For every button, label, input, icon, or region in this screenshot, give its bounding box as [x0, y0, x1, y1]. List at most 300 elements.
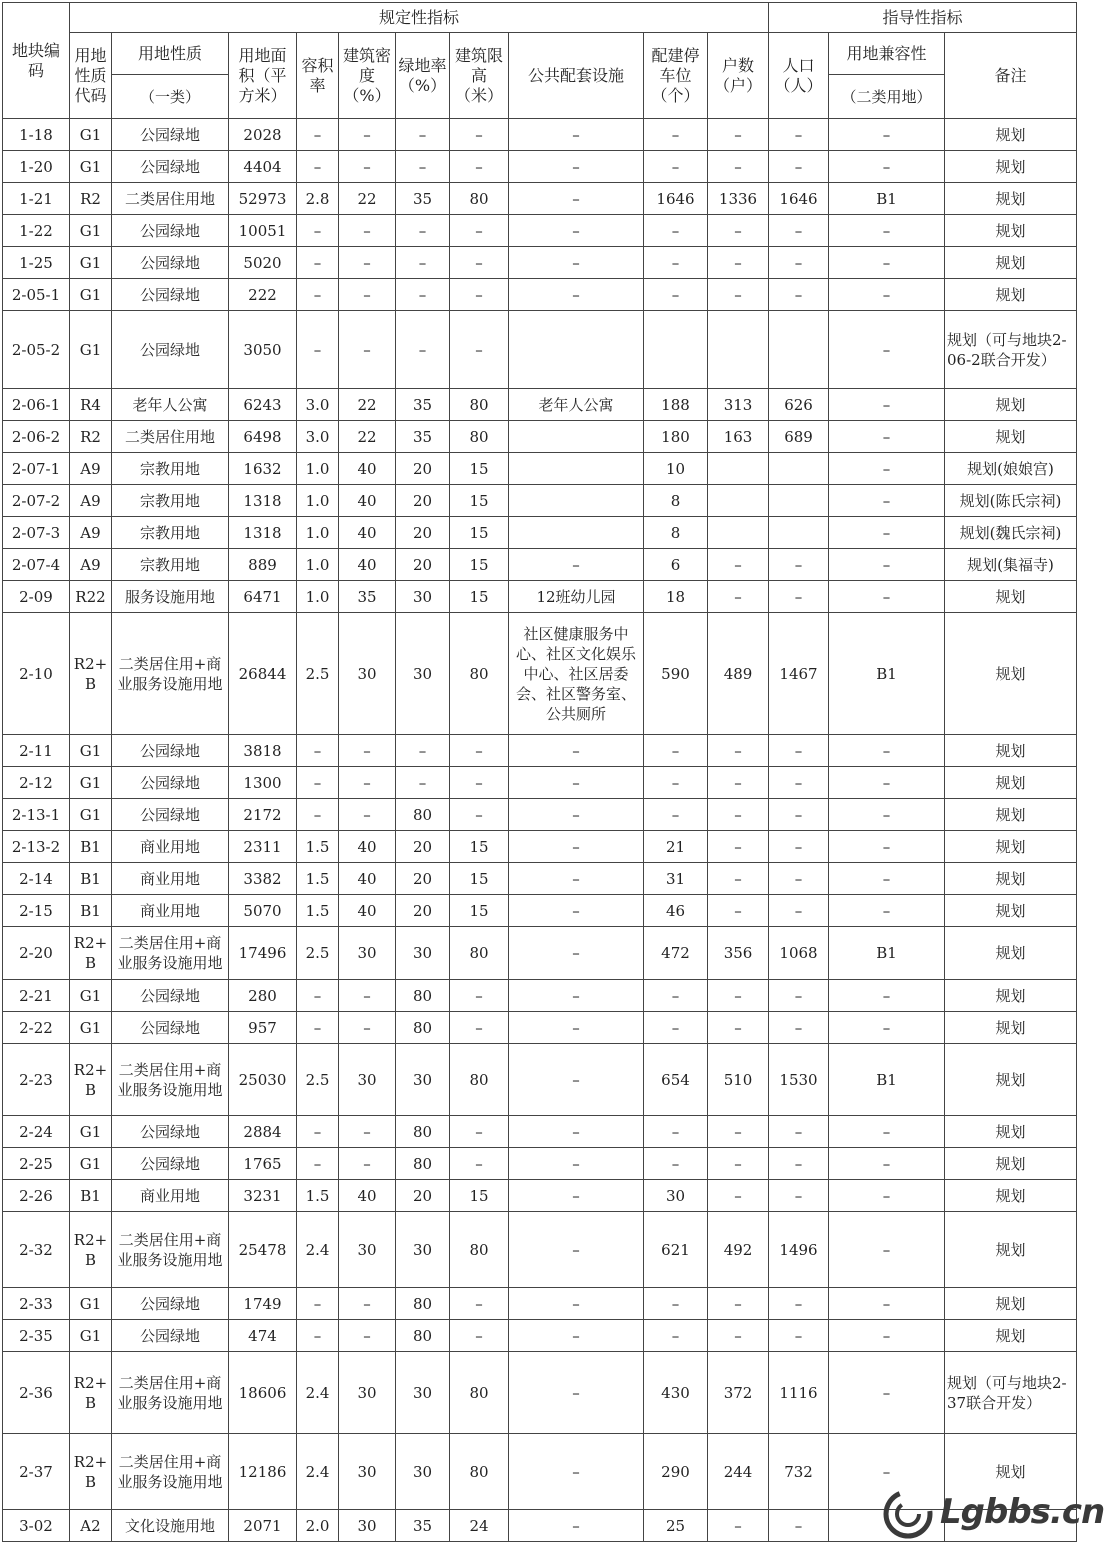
note-cell: 规划: [945, 980, 1077, 1012]
households-cell: –: [708, 831, 769, 863]
table-row: [3, 119, 1077, 151]
height-limit-cell: –: [450, 1012, 509, 1044]
far-cell: 1.5: [297, 863, 339, 895]
population-cell: 689: [769, 421, 829, 453]
table-row: [3, 279, 1077, 311]
table-row: [3, 1352, 1077, 1434]
landuse-nature-cell: 商业用地: [112, 895, 229, 927]
area-cell: 25030: [229, 1044, 297, 1116]
height-limit-cell: 15: [450, 895, 509, 927]
parking-cell: 8: [644, 517, 708, 549]
compat-cell: –: [829, 980, 945, 1012]
population-cell: –: [769, 831, 829, 863]
table-row: [3, 927, 1077, 980]
compat-cell: B1: [829, 1044, 945, 1116]
density-cell: 40: [339, 1180, 396, 1212]
plot-id-cell: 2-07-3: [3, 517, 70, 549]
plot-id-cell: 2-37: [3, 1434, 70, 1510]
table-row: [3, 895, 1077, 927]
plot-id-cell: 1-25: [3, 247, 70, 279]
height-limit-cell: 80: [450, 389, 509, 421]
table-row: [3, 831, 1077, 863]
compat-cell: –: [829, 389, 945, 421]
height-limit-cell: –: [450, 247, 509, 279]
plot-id-cell: 2-05-1: [3, 279, 70, 311]
header-landuse-nature: 用地性质: [112, 33, 229, 75]
table-row: [3, 1320, 1077, 1352]
compat-cell: B1: [829, 613, 945, 735]
header-landuse-nature-sub: （一类）: [112, 75, 229, 119]
landuse-code-cell: G1: [70, 1012, 112, 1044]
watermark-text: Lgbbs.cn: [940, 1492, 1104, 1532]
compat-cell: B1: [829, 927, 945, 980]
parking-cell: 621: [644, 1212, 708, 1288]
households-cell: –: [708, 735, 769, 767]
parking-cell: –: [644, 215, 708, 247]
landuse-nature-cell: 商业用地: [112, 1180, 229, 1212]
population-cell: [769, 311, 829, 389]
note-cell: 规划: [945, 151, 1077, 183]
landuse-code-cell: R2+B: [70, 927, 112, 980]
area-cell: 3231: [229, 1180, 297, 1212]
plot-id-cell: 2-20: [3, 927, 70, 980]
note-cell: 规划: [945, 767, 1077, 799]
density-cell: 40: [339, 831, 396, 863]
parking-cell: 6: [644, 549, 708, 581]
facilities-cell: –: [509, 1510, 644, 1542]
landuse-code-cell: B1: [70, 831, 112, 863]
population-cell: 1496: [769, 1212, 829, 1288]
height-limit-cell: –: [450, 311, 509, 389]
households-cell: –: [708, 119, 769, 151]
density-cell: 40: [339, 485, 396, 517]
far-cell: 2.5: [297, 613, 339, 735]
population-cell: –: [769, 895, 829, 927]
landuse-nature-cell: 公园绿地: [112, 1116, 229, 1148]
density-cell: –: [339, 735, 396, 767]
header-far: 容积率: [297, 33, 339, 119]
population-cell: –: [769, 1116, 829, 1148]
table-row: [3, 311, 1077, 389]
population-cell: 1646: [769, 183, 829, 215]
plot-id-cell: 2-26: [3, 1180, 70, 1212]
parking-cell: 31: [644, 863, 708, 895]
landuse-code-cell: R2+B: [70, 1352, 112, 1434]
plot-id-cell: 2-07-2: [3, 485, 70, 517]
landuse-nature-cell: 公园绿地: [112, 119, 229, 151]
compat-cell: –: [829, 735, 945, 767]
population-cell: –: [769, 1510, 829, 1542]
parking-cell: 654: [644, 1044, 708, 1116]
note-cell: 规划: [945, 927, 1077, 980]
note-cell: 规划: [945, 183, 1077, 215]
note-cell: 规划: [945, 1180, 1077, 1212]
landuse-code-cell: R2: [70, 183, 112, 215]
facilities-cell: [509, 517, 644, 549]
height-limit-cell: –: [450, 735, 509, 767]
plot-id-cell: 2-25: [3, 1148, 70, 1180]
green-rate-cell: 80: [396, 799, 450, 831]
far-cell: –: [297, 215, 339, 247]
area-cell: 6243: [229, 389, 297, 421]
landuse-nature-cell: 宗教用地: [112, 453, 229, 485]
far-cell: –: [297, 799, 339, 831]
facilities-cell: –: [509, 119, 644, 151]
note-cell: 规划: [945, 1116, 1077, 1148]
area-cell: 2884: [229, 1116, 297, 1148]
height-limit-cell: –: [450, 799, 509, 831]
area-cell: 5070: [229, 895, 297, 927]
households-cell: –: [708, 863, 769, 895]
green-rate-cell: –: [396, 151, 450, 183]
area-cell: 222: [229, 279, 297, 311]
green-rate-cell: –: [396, 247, 450, 279]
landuse-nature-cell: 公园绿地: [112, 1148, 229, 1180]
landuse-code-cell: A9: [70, 485, 112, 517]
households-cell: 489: [708, 613, 769, 735]
landuse-nature-cell: 公园绿地: [112, 1288, 229, 1320]
far-cell: –: [297, 151, 339, 183]
note-cell: 规划: [945, 389, 1077, 421]
facilities-cell: –: [509, 279, 644, 311]
compat-cell: –: [829, 421, 945, 453]
height-limit-cell: 80: [450, 613, 509, 735]
table-row: [3, 863, 1077, 895]
header-parking: 配建停车位（个）: [644, 33, 708, 119]
green-rate-cell: 80: [396, 980, 450, 1012]
population-cell: [769, 453, 829, 485]
households-cell: –: [708, 151, 769, 183]
height-limit-cell: –: [450, 1288, 509, 1320]
compat-cell: –: [829, 549, 945, 581]
density-cell: 35: [339, 581, 396, 613]
landuse-code-cell: A2: [70, 1510, 112, 1542]
green-rate-cell: 20: [396, 895, 450, 927]
density-cell: 40: [339, 453, 396, 485]
facilities-cell: –: [509, 799, 644, 831]
compat-cell: –: [829, 1012, 945, 1044]
population-cell: 626: [769, 389, 829, 421]
area-cell: 3382: [229, 863, 297, 895]
plot-id-cell: 1-20: [3, 151, 70, 183]
landuse-nature-cell: 二类居住用+商业服务设施用地: [112, 927, 229, 980]
plot-id-cell: 2-14: [3, 863, 70, 895]
height-limit-cell: 80: [450, 421, 509, 453]
plot-id-cell: 1-18: [3, 119, 70, 151]
green-rate-cell: 30: [396, 581, 450, 613]
area-cell: 957: [229, 1012, 297, 1044]
header-green: 绿地率（%）: [396, 33, 450, 119]
compat-cell: B1: [829, 183, 945, 215]
facilities-cell: –: [509, 1012, 644, 1044]
parking-cell: –: [644, 735, 708, 767]
plot-id-cell: 1-21: [3, 183, 70, 215]
facilities-cell: –: [509, 247, 644, 279]
facilities-cell: –: [509, 1320, 644, 1352]
far-cell: 1.5: [297, 831, 339, 863]
parking-cell: [644, 311, 708, 389]
green-rate-cell: 80: [396, 1288, 450, 1320]
parking-cell: –: [644, 1288, 708, 1320]
parking-cell: 188: [644, 389, 708, 421]
density-cell: –: [339, 1320, 396, 1352]
population-cell: –: [769, 151, 829, 183]
table-row: [3, 735, 1077, 767]
note-cell: 规划: [945, 863, 1077, 895]
area-cell: 52973: [229, 183, 297, 215]
facilities-cell: [509, 485, 644, 517]
density-cell: 30: [339, 1212, 396, 1288]
landuse-code-cell: G1: [70, 151, 112, 183]
landuse-code-cell: G1: [70, 767, 112, 799]
green-rate-cell: 35: [396, 1510, 450, 1542]
households-cell: –: [708, 215, 769, 247]
plot-id-cell: 2-35: [3, 1320, 70, 1352]
plot-id-cell: 2-13-1: [3, 799, 70, 831]
header-guidance-group: 指导性指标: [769, 3, 1077, 33]
population-cell: 1467: [769, 613, 829, 735]
density-cell: 30: [339, 1510, 396, 1542]
height-limit-cell: 15: [450, 831, 509, 863]
landuse-nature-cell: 公园绿地: [112, 799, 229, 831]
area-cell: 3818: [229, 735, 297, 767]
plot-id-cell: 2-24: [3, 1116, 70, 1148]
header-compat-sub: （二类用地）: [829, 75, 945, 119]
green-rate-cell: –: [396, 735, 450, 767]
height-limit-cell: 15: [450, 453, 509, 485]
far-cell: 1.0: [297, 581, 339, 613]
facilities-cell: –: [509, 1434, 644, 1510]
landuse-code-cell: G1: [70, 279, 112, 311]
density-cell: 40: [339, 517, 396, 549]
header-note: 备注: [945, 33, 1077, 119]
facilities-cell: –: [509, 1212, 644, 1288]
landuse-nature-cell: 二类居住用+商业服务设施用地: [112, 1352, 229, 1434]
height-limit-cell: 80: [450, 1212, 509, 1288]
landuse-code-cell: R2+B: [70, 1044, 112, 1116]
plot-id-cell: 2-33: [3, 1288, 70, 1320]
compat-cell: –: [829, 1288, 945, 1320]
height-limit-cell: –: [450, 119, 509, 151]
note-cell: 规划: [945, 799, 1077, 831]
table-row: [3, 1148, 1077, 1180]
table-row: [3, 1212, 1077, 1288]
far-cell: –: [297, 247, 339, 279]
density-cell: 40: [339, 549, 396, 581]
parking-cell: –: [644, 119, 708, 151]
facilities-cell: –: [509, 1148, 644, 1180]
green-rate-cell: 30: [396, 1434, 450, 1510]
facilities-cell: –: [509, 1044, 644, 1116]
landuse-code-cell: A9: [70, 549, 112, 581]
landuse-code-cell: B1: [70, 863, 112, 895]
note-cell: 规划: [945, 613, 1077, 735]
height-limit-cell: –: [450, 1320, 509, 1352]
population-cell: –: [769, 247, 829, 279]
note-cell: 规划: [945, 247, 1077, 279]
population-cell: –: [769, 863, 829, 895]
parking-cell: 8: [644, 485, 708, 517]
landuse-nature-cell: 公园绿地: [112, 215, 229, 247]
height-limit-cell: –: [450, 279, 509, 311]
households-cell: [708, 311, 769, 389]
header-facilities: 公共配套设施: [509, 33, 644, 119]
table-row: [3, 247, 1077, 279]
population-cell: –: [769, 1012, 829, 1044]
parking-cell: –: [644, 980, 708, 1012]
compat-cell: –: [829, 863, 945, 895]
density-cell: –: [339, 1116, 396, 1148]
facilities-cell: [509, 311, 644, 389]
site-watermark: [880, 1486, 1104, 1542]
area-cell: 280: [229, 980, 297, 1012]
plot-id-cell: 2-07-4: [3, 549, 70, 581]
compat-cell: –: [829, 895, 945, 927]
compat-cell: –: [829, 453, 945, 485]
far-cell: 1.0: [297, 517, 339, 549]
far-cell: 1.0: [297, 485, 339, 517]
landuse-nature-cell: 二类居住用+商业服务设施用地: [112, 613, 229, 735]
density-cell: 30: [339, 1434, 396, 1510]
table-row: [3, 151, 1077, 183]
area-cell: 6498: [229, 421, 297, 453]
parking-cell: –: [644, 1320, 708, 1352]
density-cell: 30: [339, 613, 396, 735]
landuse-nature-cell: 二类居住用地: [112, 183, 229, 215]
plot-id-cell: 2-12: [3, 767, 70, 799]
households-cell: –: [708, 581, 769, 613]
header-plot-id: 地块编码: [3, 3, 70, 119]
area-cell: 25478: [229, 1212, 297, 1288]
area-cell: 474: [229, 1320, 297, 1352]
parking-cell: 46: [644, 895, 708, 927]
population-cell: 1116: [769, 1352, 829, 1434]
table-row: [3, 1288, 1077, 1320]
area-cell: 18606: [229, 1352, 297, 1434]
area-cell: 1318: [229, 485, 297, 517]
header-compat: 用地兼容性: [829, 33, 945, 75]
landuse-nature-cell: 二类居住用+商业服务设施用地: [112, 1212, 229, 1288]
density-cell: –: [339, 215, 396, 247]
compat-cell: –: [829, 1434, 945, 1510]
green-rate-cell: –: [396, 119, 450, 151]
table-row: [3, 183, 1077, 215]
population-cell: –: [769, 735, 829, 767]
parking-cell: 430: [644, 1352, 708, 1434]
far-cell: 1.0: [297, 549, 339, 581]
far-cell: 2.4: [297, 1434, 339, 1510]
population-cell: –: [769, 1320, 829, 1352]
far-cell: 2.5: [297, 927, 339, 980]
density-cell: 22: [339, 389, 396, 421]
plot-id-cell: 2-21: [3, 980, 70, 1012]
table-row: [3, 581, 1077, 613]
table-row: [3, 613, 1077, 735]
note-cell: 规划: [945, 895, 1077, 927]
households-cell: –: [708, 1288, 769, 1320]
note-cell: 规划: [945, 1012, 1077, 1044]
compat-cell: –: [829, 485, 945, 517]
density-cell: –: [339, 1148, 396, 1180]
density-cell: 30: [339, 1352, 396, 1434]
far-cell: –: [297, 311, 339, 389]
compat-cell: –: [829, 831, 945, 863]
facilities-cell: –: [509, 1116, 644, 1148]
area-cell: 6471: [229, 581, 297, 613]
note-cell: 规划: [945, 581, 1077, 613]
landuse-nature-cell: 宗教用地: [112, 549, 229, 581]
height-limit-cell: 80: [450, 927, 509, 980]
table-row: [3, 389, 1077, 421]
table-row: [3, 1180, 1077, 1212]
area-cell: 1632: [229, 453, 297, 485]
landuse-code-cell: R2+B: [70, 1434, 112, 1510]
note-cell: 规划: [945, 1434, 1077, 1510]
area-cell: 3050: [229, 311, 297, 389]
green-rate-cell: –: [396, 311, 450, 389]
plot-id-cell: 2-32: [3, 1212, 70, 1288]
density-cell: 22: [339, 183, 396, 215]
landuse-nature-cell: 公园绿地: [112, 311, 229, 389]
height-limit-cell: 24: [450, 1510, 509, 1542]
height-limit-cell: 80: [450, 1434, 509, 1510]
table-row: [3, 215, 1077, 247]
height-limit-cell: –: [450, 151, 509, 183]
far-cell: 3.0: [297, 421, 339, 453]
table-row: [3, 980, 1077, 1012]
plot-id-cell: 3-02: [3, 1510, 70, 1542]
table-row: [3, 1044, 1077, 1116]
green-rate-cell: 30: [396, 1352, 450, 1434]
population-cell: 1530: [769, 1044, 829, 1116]
density-cell: 30: [339, 1044, 396, 1116]
population-cell: –: [769, 119, 829, 151]
parking-cell: 21: [644, 831, 708, 863]
landuse-code-cell: G1: [70, 311, 112, 389]
density-cell: 40: [339, 895, 396, 927]
green-rate-cell: 30: [396, 1212, 450, 1288]
green-rate-cell: 80: [396, 1116, 450, 1148]
landuse-code-cell: G1: [70, 799, 112, 831]
green-rate-cell: 35: [396, 421, 450, 453]
note-cell: 规划: [945, 1044, 1077, 1116]
table-row: [3, 799, 1077, 831]
far-cell: –: [297, 1012, 339, 1044]
area-cell: 10051: [229, 215, 297, 247]
plot-id-cell: 1-22: [3, 215, 70, 247]
plot-id-cell: 2-06-1: [3, 389, 70, 421]
households-cell: 163: [708, 421, 769, 453]
green-rate-cell: 80: [396, 1320, 450, 1352]
far-cell: 2.4: [297, 1212, 339, 1288]
households-cell: [708, 453, 769, 485]
height-limit-cell: 80: [450, 1352, 509, 1434]
far-cell: –: [297, 1148, 339, 1180]
density-cell: –: [339, 767, 396, 799]
table-row: [3, 453, 1077, 485]
area-cell: 2071: [229, 1510, 297, 1542]
table-row: [3, 517, 1077, 549]
note-cell: 规划: [945, 215, 1077, 247]
households-cell: [708, 485, 769, 517]
parking-cell: 472: [644, 927, 708, 980]
households-cell: –: [708, 247, 769, 279]
parking-cell: 30: [644, 1180, 708, 1212]
landuse-nature-cell: 公园绿地: [112, 1012, 229, 1044]
compat-cell: –: [829, 1180, 945, 1212]
far-cell: –: [297, 767, 339, 799]
density-cell: –: [339, 119, 396, 151]
